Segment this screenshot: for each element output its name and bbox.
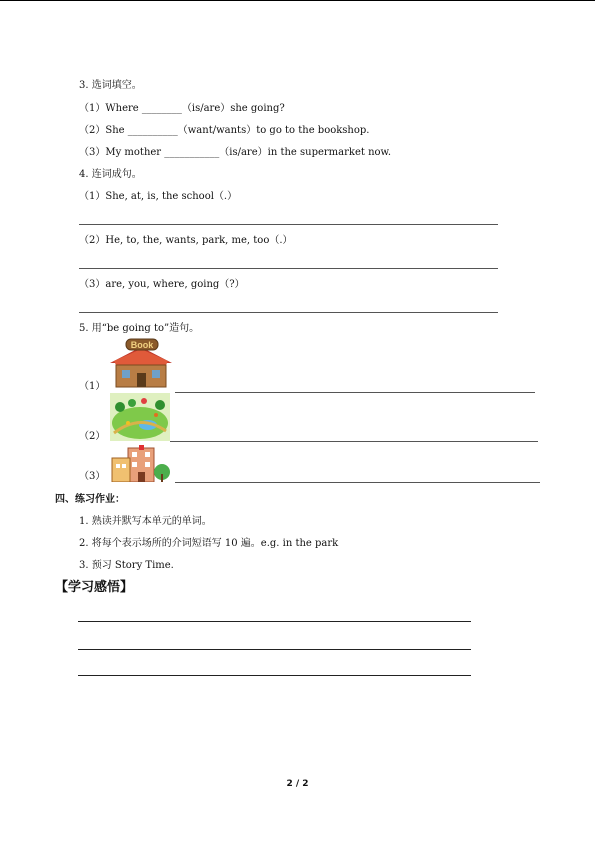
section5-heading: 5. 用“be going to”造句。 xyxy=(79,323,200,334)
reflection-line xyxy=(78,649,471,650)
bookshop-picture xyxy=(108,337,174,389)
section3-heading: 3. 选词填空。 xyxy=(79,80,142,91)
section4-item-3: （3）are, you, where, going（?） xyxy=(79,279,245,290)
section5-item-3: （3） xyxy=(79,471,106,482)
section5-item-2: （2） xyxy=(79,431,106,442)
homework-heading: 四、练习作业： xyxy=(55,494,125,505)
answer-line xyxy=(79,268,498,269)
answer-line xyxy=(79,312,498,313)
section3-item-3: （3）My mother ___________（is/are）in the supermarket now. xyxy=(79,147,392,158)
reflection-heading: 【学习感悟】 xyxy=(55,580,134,595)
homework-item-3: 3. 预习 Story Time. xyxy=(79,560,174,571)
section4-heading: 4. 连词成句。 xyxy=(79,169,142,180)
answer-line xyxy=(175,392,535,393)
page-number: 2 / 2 xyxy=(286,779,309,789)
homework-item-1: 1. 熟读并默写本单元的单词。 xyxy=(79,516,212,527)
homework-item-2: 2. 将每个表示场所的介词短语写 10 遍。e.g. in the park xyxy=(79,538,339,549)
answer-line xyxy=(79,224,498,225)
section5-item-1: （1） xyxy=(79,381,106,392)
section4-item-1: （1）She, at, is, the school（.） xyxy=(79,191,238,202)
header-rule xyxy=(0,0,595,1)
book-sign-text: Book xyxy=(130,340,154,350)
reflection-line xyxy=(78,621,471,622)
section3-item-2: （2）She __________（want/wants）to go to the bookshop. xyxy=(79,125,370,136)
park-picture xyxy=(110,393,170,441)
answer-line xyxy=(170,441,538,442)
reflection-line xyxy=(78,675,471,676)
answer-line xyxy=(175,482,540,483)
section4-item-2: （2）He, to, the, wants, park, me, too（.） xyxy=(79,235,293,246)
building-picture xyxy=(110,444,174,482)
section3-item-1: （1）Where ________（is/are）she going? xyxy=(79,103,285,114)
